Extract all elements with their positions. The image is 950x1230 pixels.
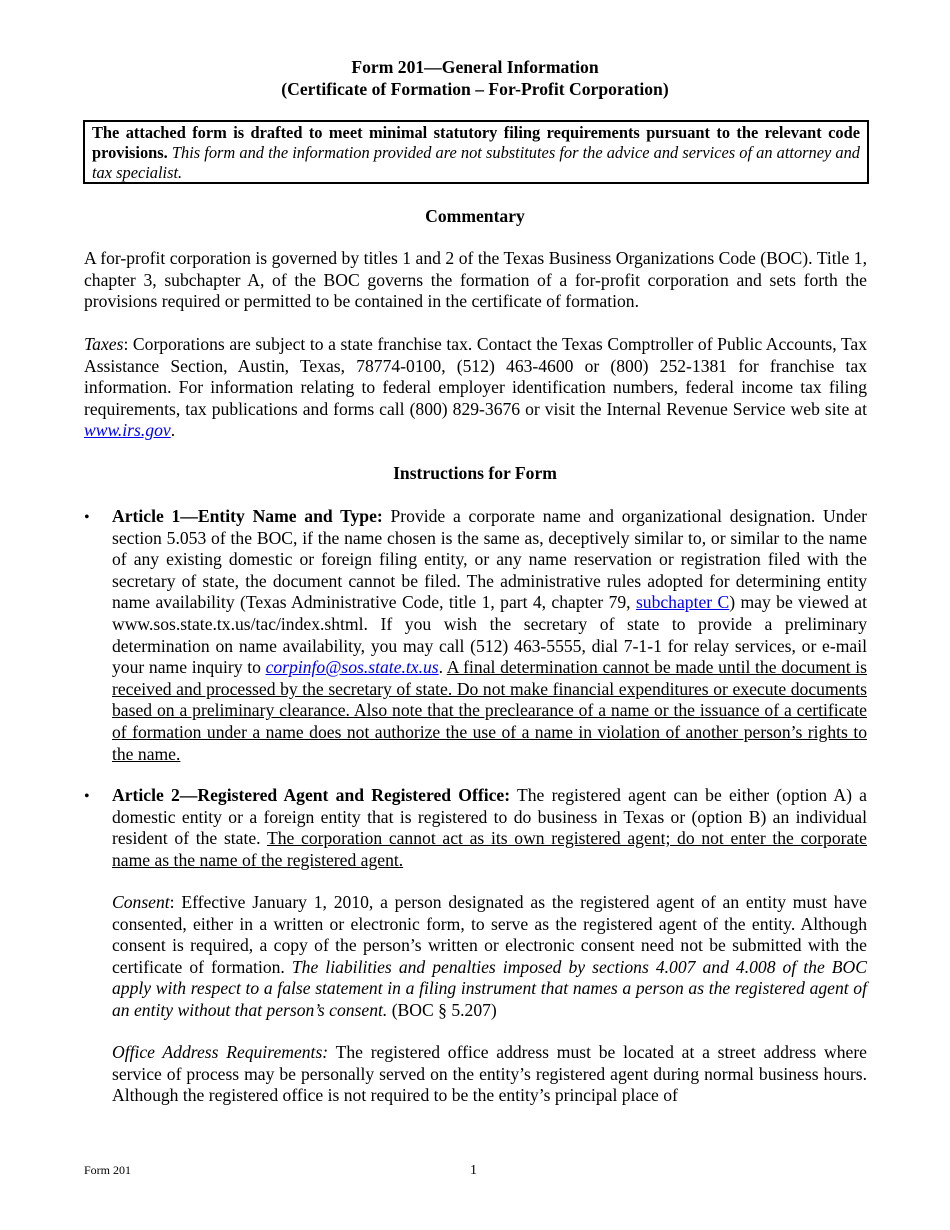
consent-italic-text: The liabilities and penalties imposed by sections 4.007 and 4.008 of the BOC apply with respect to a false statement in a filing instrument that names a person as the registered agent of an entity without that person’s consent. — [112, 956, 867, 1020]
footer-form-label: Form 201 — [84, 1163, 132, 1177]
article2-underlined-text: The corporation cannot act as its own registered agent; do not enter the corporate name as the name of the registered agent. — [112, 828, 867, 870]
email-link[interactable]: corpinfo@sos.state.tx.us — [265, 657, 439, 678]
consent-text: : Effective January 1, 2010, a person designated as the registered agent of an entity must have consented, either in a written or electronic form, to serve as the registered agent of the entity. Although consent is required, a copy of the person’s written or electronic consent need not be submitted with the certificate of formation. — [112, 892, 867, 977]
commentary-paragraph: A for-profit corporation is governed by titles 1 and 2 of the Texas Business Organizations Code (BOC). Title 1, chapter 3, subchapter A, of the BOC governs the formation of a for-profit corporation and sets forth the provisions required or permitted to be contained in the certificate of formation. — [84, 248, 867, 312]
consent-label: Consent — [112, 892, 170, 912]
taxes-label: Taxes — [84, 334, 124, 354]
bullet-article1: • — [84, 509, 90, 526]
notice-italic-text: This form and the information provided are not substitutes for the advice and services of an attorney and tax specialist. — [92, 143, 860, 182]
article1-text1: Provide a corporate name and organizational designation. Under section 5.053 of the BOC, if the name chosen is the same as, deceptively similar to, or similar to the name of any existing domestic or foreign filing entity, or any name reservation or registration filed with the secretary of state, the document cannot be filed. The administrative rules adopted for determining entity name availability (Texas Administrative Code, title 1, part 4, chapter 79, — [112, 506, 867, 613]
form-subtitle: (Certificate of Formation – For-Profit Corporation) — [281, 79, 669, 99]
consent-paragraph — [112, 892, 867, 1022]
taxes-text: : Corporations are subject to a state franchise tax. Contact the Texas Comptroller of Public Accounts, Tax Assistance Section, Austin, Texas, 78774-0100, (512) 463-4600 or (800) 252-1381 for franchise tax information. For information relating to federal employer identification numbers, federal income tax filing requirements, tax publications and forms call (800) 829-3676 or visit the Internal Revenue Service web site at — [84, 334, 867, 419]
consent-citation: (BOC § 5.207) — [387, 999, 497, 1020]
office-address-paragraph — [112, 1042, 867, 1107]
subchapter-c-link[interactable]: subchapter C — [635, 592, 730, 613]
article2-text1: The registered agent can be either (option A) a domestic entity or a foreign entity that is registered to do business in Texas or (option B) an individual resident of the state. — [112, 785, 867, 849]
article1-label: Article 1—Entity Name and Type: — [112, 506, 383, 526]
form-title: Form 201—General Information — [351, 57, 599, 77]
taxes-end: . — [170, 420, 176, 441]
commentary-heading: Commentary — [425, 206, 525, 226]
bullet-article2: • — [84, 788, 90, 805]
office-address-text: The registered office address must be located at a street address where service of process may be personally served on the entity’s registered agent during normal business hours. Although the registered office is not required to be the entity’s principal place of — [112, 1042, 867, 1106]
article2-label: Article 2—Registered Agent and Registered Office: — [112, 785, 511, 805]
page-number: 1 — [470, 1163, 477, 1178]
article1-text2: ) may be viewed at www.sos.state.tx.us/tac/index.shtml. If you wish the secretary of state to provide a preliminary determination on name availability, you may call (512) 463-5555, dial 7-1-1 for relay services, or e-mail your name inquiry to — [112, 592, 868, 678]
notice-box — [83, 120, 869, 184]
article2-paragraph — [112, 785, 867, 871]
irs-link[interactable]: www.irs.gov — [84, 420, 171, 441]
taxes-paragraph — [84, 334, 867, 442]
office-address-label: Office Address Requirements: — [112, 1042, 329, 1062]
article1-text3: . — [438, 657, 447, 678]
article1-paragraph — [112, 506, 867, 765]
instructions-heading: Instructions for Form — [393, 463, 557, 483]
notice-bold-text: The attached form is drafted to meet minimal statutory filing requirements pursuant to the relevant code provisions. — [92, 123, 860, 162]
article1-underlined-text: A final determination cannot be made until the document is received and processed by the secretary of state. Do not make financial expenditures or execute documents based on a preliminary clearance. Also note that the preclearance of a name or the issuance of a certificate of formation under a name does not authorize the use of a name in violation of another person’s rights to the name. — [112, 657, 868, 764]
